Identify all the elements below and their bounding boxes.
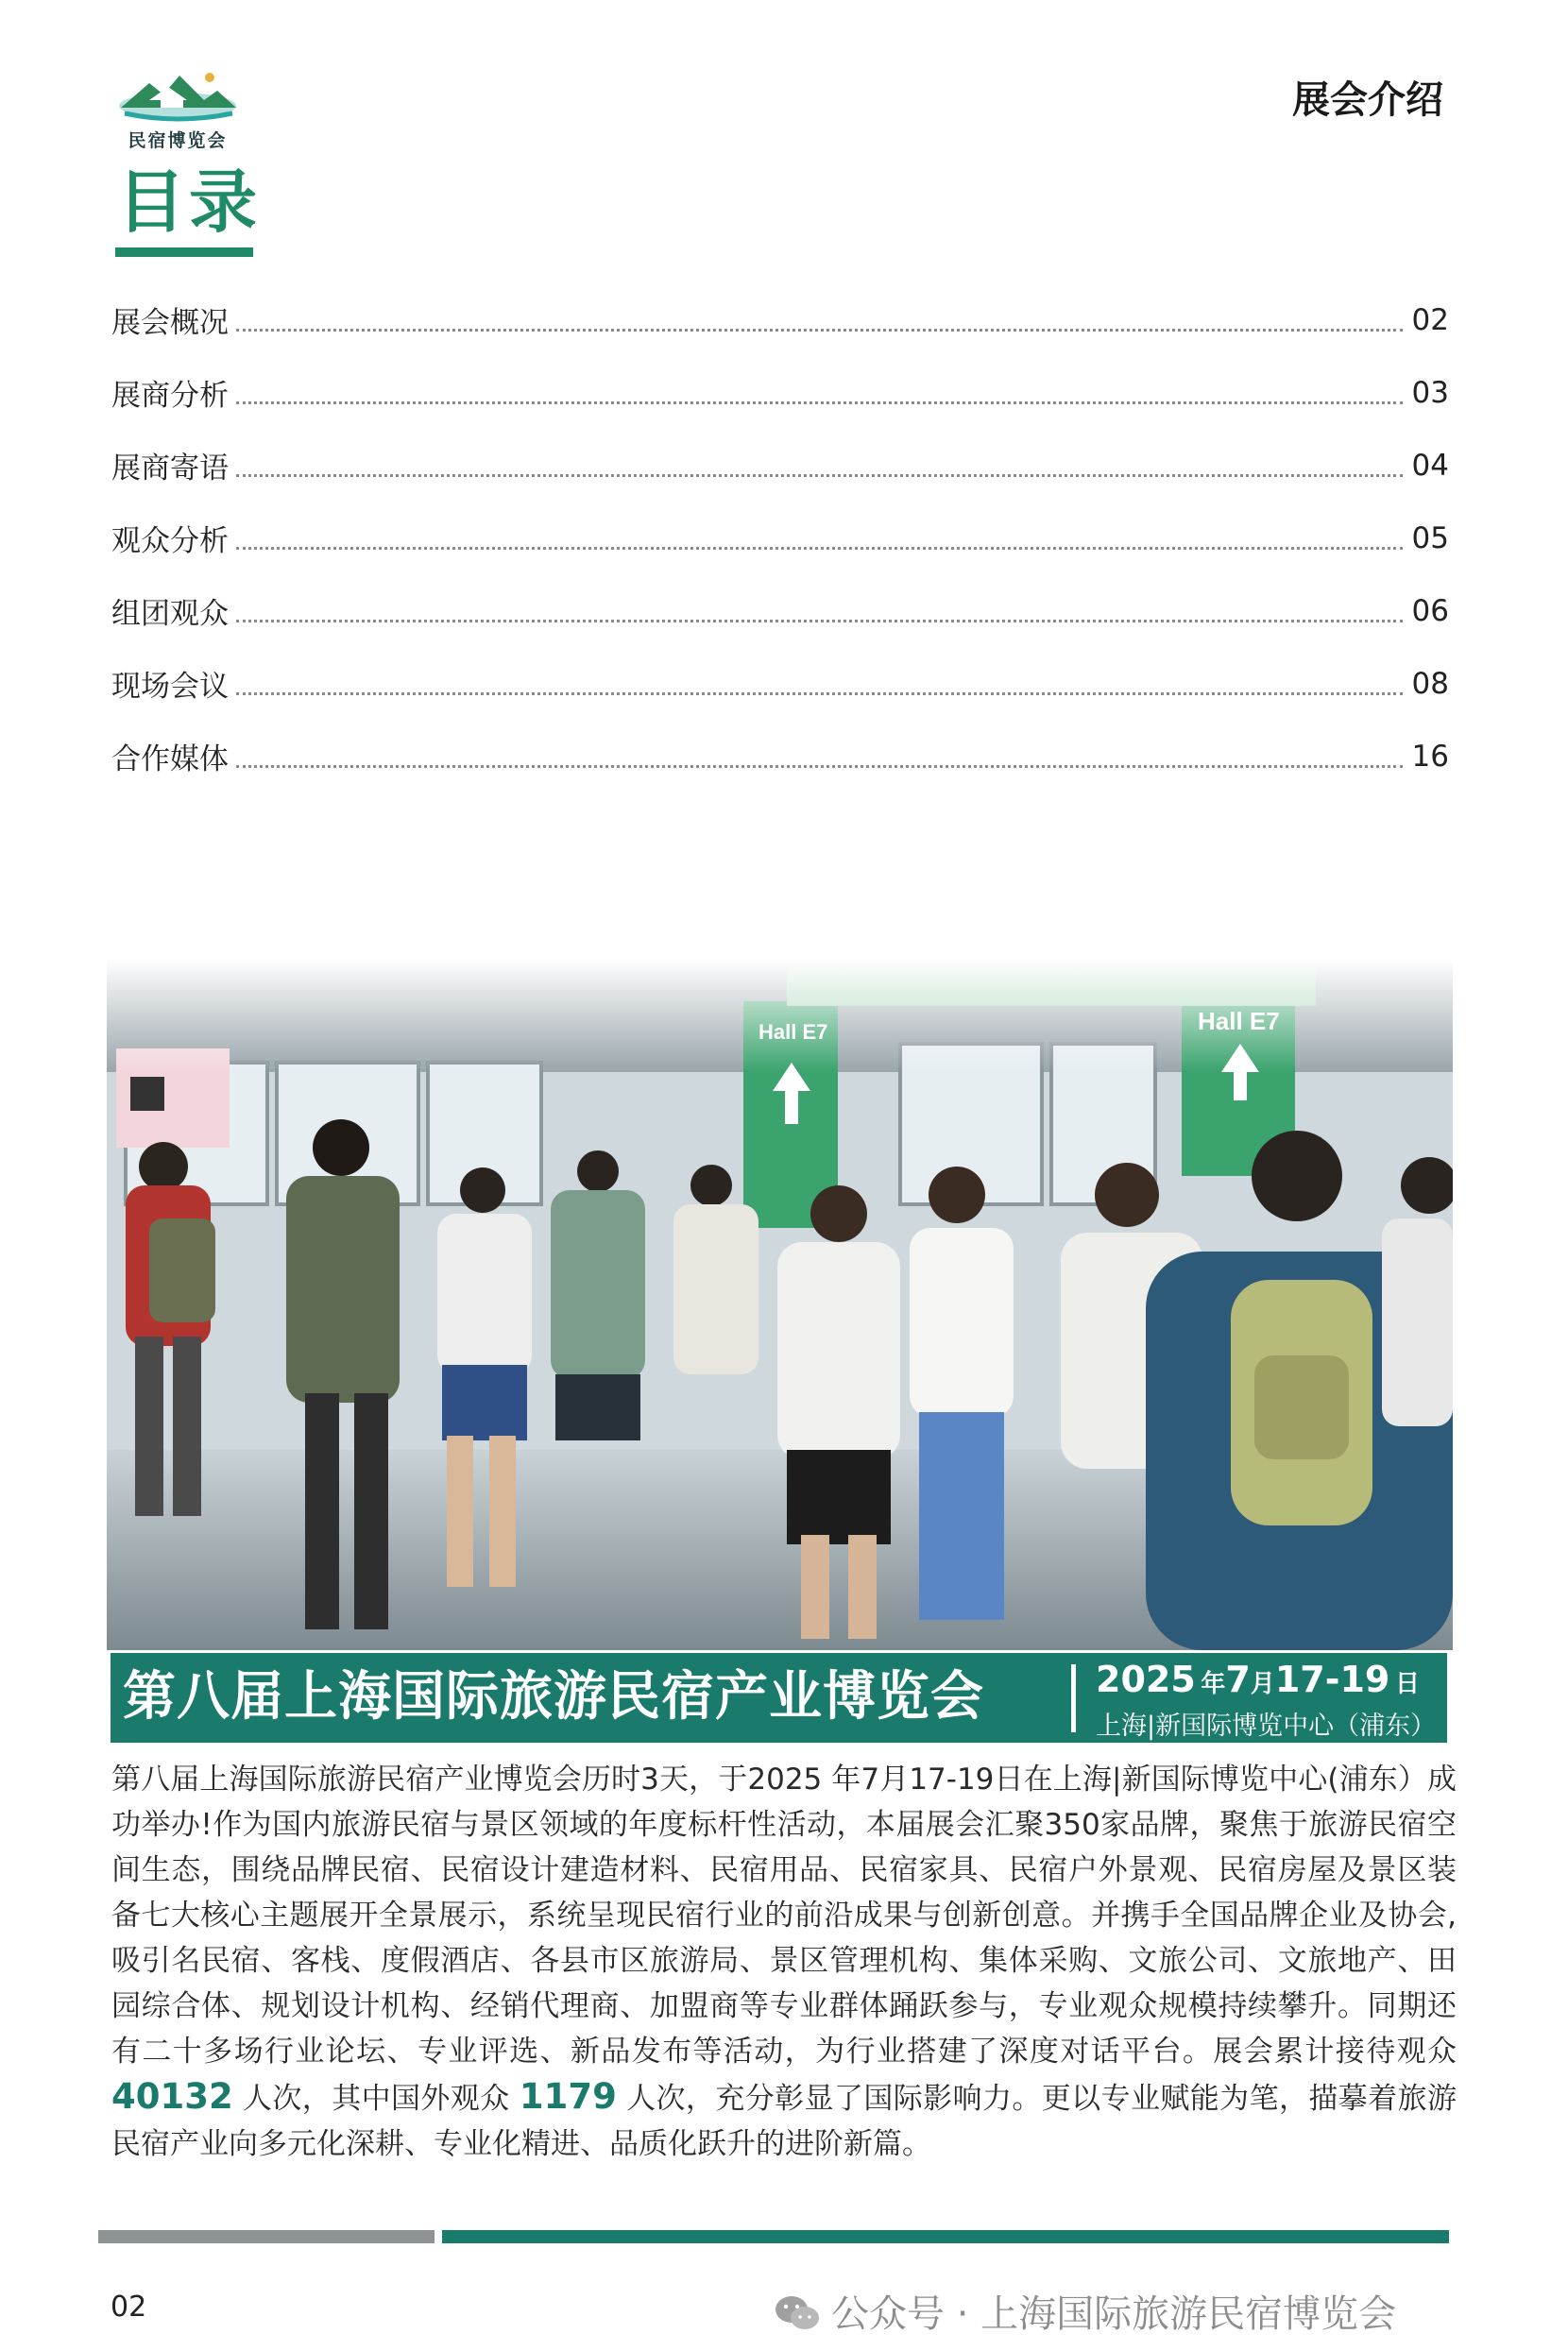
- banner-days: 17-19: [1274, 1659, 1390, 1700]
- watermark-text: 公众号 · 上海国际旅游民宿博览会: [831, 2292, 1397, 2336]
- toc-entry-label: 展商分析: [111, 379, 229, 413]
- logo-text: 民宿博览会: [128, 130, 228, 151]
- toc-entry-label: 合作媒体: [111, 742, 229, 776]
- toc-heading: 目录: [117, 162, 262, 242]
- toc-entry-page: 03: [1411, 375, 1449, 410]
- event-overview-paragraph: [111, 1757, 1457, 2167]
- section-title: 展会介绍: [1292, 78, 1443, 122]
- toc-leader-dots: [236, 692, 1403, 695]
- toc-entry-page: 16: [1411, 739, 1449, 774]
- toc-entry[interactable]: [111, 647, 1449, 720]
- visitor-count: 40132: [111, 2076, 233, 2117]
- table-of-contents: [111, 283, 1449, 792]
- banner-divider: [1071, 1664, 1076, 1732]
- banner-month: 7: [1225, 1659, 1251, 1700]
- toc-leader-dots: [236, 329, 1403, 332]
- toc-entry[interactable]: [111, 574, 1449, 647]
- toc-entry[interactable]: [111, 283, 1449, 356]
- toc-leader-dots: [236, 547, 1403, 550]
- paragraph-text: 第八届上海国际旅游民宿产业博览会历时3天，于2025 年7月17-19日在上海|新国际博览中心(浦东）成功举办!作为国内旅游民宿与景区领域的年度标杆性活动，本届展会汇聚350家品牌，聚焦于旅游民宿空间生态，围绕品牌民宿、民宿设计建造材料、民宿用品、民宿家具、民宿户外景观、民宿房屋及景区装备七大核心主题展开全景展示，系统呈现民宿行业的前沿成果与创新创意。并携手全国品牌企业及协会,吸引名民宿、客栈、度假酒店、各县市区旅游局、景区管理机构、集体采购、文旅公司、文旅地产、田园综合体、规划设计机构、经销代理商、加盟商等专业群体踊跃参与，专业观众规模持续攀升。同期还有二十多场行业论坛、专业评选、新品发布等活动，为行业搭建了深度对话平台。展会累计接待观众: [111, 1763, 1457, 2069]
- banner-venue: 上海|新国际博览中心（浦东）: [1096, 1712, 1437, 1741]
- toc-entry[interactable]: [111, 356, 1449, 429]
- toc-entry-page: 02: [1411, 302, 1449, 337]
- logo-mark-icon: [111, 62, 244, 128]
- wechat-watermark: [775, 2284, 1396, 2342]
- banner-day-unit: 日: [1394, 1670, 1420, 1698]
- wechat-icon: [775, 2294, 820, 2342]
- toc-leader-dots: [236, 765, 1403, 768]
- paragraph-text: 人次，充分彰显了国际影响力。更以专业赋能为笔，描摹着旅游民宿产业向多元化深耕、专业化精进、品质化跃升的进阶新篇。: [111, 2082, 1457, 2161]
- toc-leader-dots: [236, 620, 1403, 622]
- toc-leader-dots: [236, 401, 1403, 404]
- toc-entry-page: 08: [1411, 666, 1449, 701]
- banner-date: [1096, 1659, 1420, 1700]
- footer-bar-green: [442, 2230, 1449, 2243]
- toc-leader-dots: [236, 474, 1403, 477]
- exhibition-crowd-photo: [107, 959, 1453, 1650]
- footer-bar-grey: [98, 2230, 435, 2243]
- toc-entry-label: 展会概况: [111, 306, 229, 340]
- toc-entry-label: 组团观众: [111, 597, 229, 631]
- banner-month-unit: 月: [1250, 1670, 1275, 1698]
- crowd-scene-image: [107, 959, 1453, 1650]
- toc-entry[interactable]: [111, 720, 1449, 792]
- toc-entry-label: 展商寄语: [111, 451, 229, 486]
- paragraph-text: 人次，其中国外观众: [232, 2082, 520, 2116]
- toc-entry[interactable]: [111, 502, 1449, 574]
- toc-entry-page: 04: [1411, 448, 1449, 483]
- toc-entry[interactable]: [111, 429, 1449, 502]
- banner-year: 2025: [1096, 1659, 1196, 1700]
- foreign-visitor-count: 1179: [519, 2076, 617, 2117]
- page-number: 02: [111, 2291, 147, 2324]
- toc-entry-label: 现场会议: [111, 670, 229, 704]
- toc-entry-page: 05: [1411, 520, 1449, 555]
- toc-entry-label: 观众分析: [111, 524, 229, 558]
- toc-entry-page: 06: [1411, 593, 1449, 628]
- toc-heading-underline: [115, 247, 253, 257]
- banner-year-unit: 年: [1201, 1670, 1226, 1698]
- banner-title: 第八届上海国际旅游民宿产业博览会: [123, 1666, 984, 1728]
